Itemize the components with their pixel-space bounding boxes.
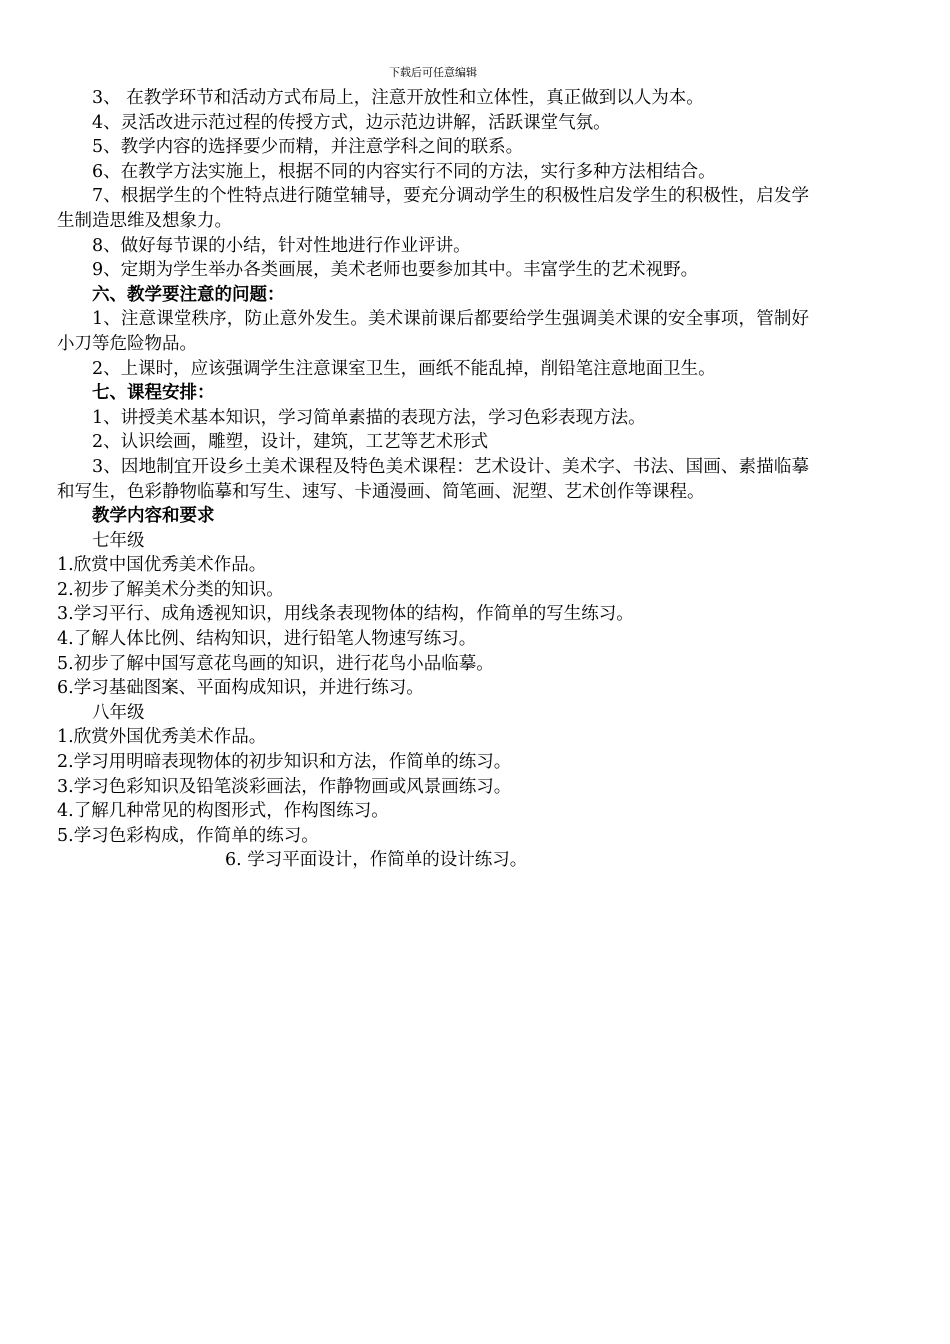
grade8-item-2: 2.学习用明暗表现物体的初步知识和方法，作简单的练习。 <box>57 752 512 773</box>
grade8-item-6: 6. 学习平面设计，作简单的设计练习。 <box>225 850 528 871</box>
schedule-item-3: 3、因地制宜开设乡土美术课程及特色美术课程：艺术设计、美术字、书法、国画、素描临摹和写生，色彩静物临摹和写生、速写、卡通漫画、简笔画、泥塑、艺术创作等课程。 <box>57 456 809 502</box>
paragraph-item-5: 5、教学内容的选择要少而精，并注意学科之间的联系。 <box>92 137 524 158</box>
grade8-item-3: 3.学习色彩知识及铅笔淡彩画法，作静物画或风景画练习。 <box>57 776 512 797</box>
grade8-item-1: 1.欣赏外国优秀美术作品。 <box>57 727 267 748</box>
paragraph-item-6: 6、在教学方法实施上，根据不同的内容实行不同的方法，实行多种方法相结合。 <box>92 161 716 182</box>
schedule-item-1: 1、讲授美术基本知识，学习简单素描的表现方法，学习色彩表现方法。 <box>92 407 646 428</box>
paragraph-item-3: 3、 在教学环节和活动方式布局上，注意开放性和立体性，真正做到以人为本。 <box>92 88 704 108</box>
grade7-label: 七年级 <box>92 530 145 551</box>
grade8-item-4: 4.了解几种常见的构图形式，作构图练习。 <box>57 801 389 822</box>
grade7-item-5: 5.初步了解中国写意花鸟画的知识，进行花鸟小品临摹。 <box>57 653 494 674</box>
paragraph-item-9: 9、定期为学生举办各类画展，美术老师也要参加其中。丰富学生的艺术视野。 <box>92 260 699 281</box>
grade7-item-4: 4.了解人体比例、结构知识，进行铅笔人物速写练习。 <box>57 629 477 650</box>
document-body <box>57 86 809 873</box>
schedule-item-2: 2、认识绘画，雕塑，设计，建筑，工艺等艺术形式 <box>92 432 489 453</box>
grade8-item-5: 5.学习色彩构成，作简单的练习。 <box>57 825 319 846</box>
grade7-item-3: 3.学习平行、成角透视知识，用线条表现物体的结构，作简单的写生练习。 <box>57 604 634 625</box>
grade7-item-1: 1.欣赏中国优秀美术作品。 <box>57 555 267 576</box>
section-heading-teaching: 教学内容和要求 <box>92 506 215 527</box>
section-heading-problems: 六、教学要注意的问题： <box>92 284 285 305</box>
section-heading-schedule: 七、课程安排： <box>92 383 215 404</box>
problem-item-1: 1、注意课堂秩序，防止意外发生。美术课前课后都要给学生强调美术课的安全事项，管制好小刀等危险物品。 <box>57 309 809 354</box>
paragraph-item-7: 7、根据学生的个性特点进行随堂辅导，要充分调动学生的积极性启发学生的积极性，启发学生制造思维及想象力。 <box>57 186 809 231</box>
page-header-note: 下载后可任意编辑 <box>389 66 477 79</box>
grade7-item-2: 2.初步了解美术分类的知识。 <box>57 579 284 600</box>
paragraph-item-4: 4、灵活改进示范过程的传授方式，边示范边讲解，活跃课堂气氛。 <box>92 112 611 133</box>
grade7-item-6: 6.学习基础图案、平面构成知识，并进行练习。 <box>57 678 424 699</box>
paragraph-item-8: 8、做好每节课的小结，针对性地进行作业评讲。 <box>92 235 471 256</box>
problem-item-2: 2、上课时，应该强调学生注意课室卫生，画纸不能乱掉，削铅笔注意地面卫生。 <box>92 358 716 379</box>
grade8-label: 八年级 <box>92 702 145 723</box>
